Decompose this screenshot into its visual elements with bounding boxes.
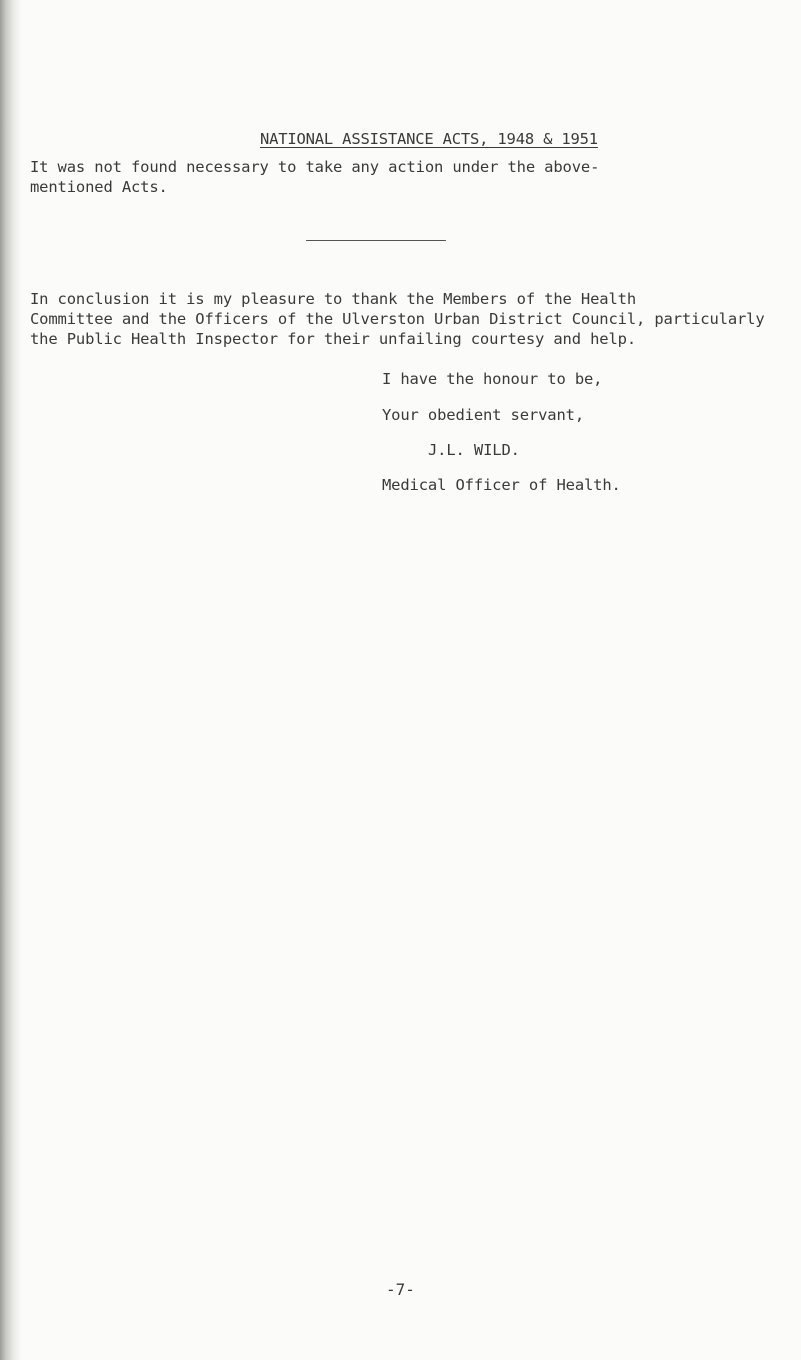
- signature-name: J.L. WILD.: [428, 441, 520, 459]
- paragraph-line: mentioned Acts.: [30, 178, 168, 196]
- signature-title: Medical Officer of Health.: [382, 476, 621, 494]
- paragraph-line: It was not found necessary to take any action under the above-: [30, 158, 600, 176]
- paragraph-line: In conclusion it is my pleasure to thank the Members of the Health: [30, 290, 636, 308]
- closing-servant: Your obedient servant,: [382, 406, 584, 424]
- page-binding-shadow: [0, 0, 22, 1360]
- closing-honour: I have the honour to be,: [382, 370, 603, 388]
- section-heading: NATIONAL ASSISTANCE ACTS, 1948 & 1951: [260, 130, 598, 148]
- page-number: -7-: [386, 1280, 415, 1299]
- section-divider: [306, 240, 446, 241]
- paragraph-conclusion: [30, 289, 765, 349]
- paragraph-line: Committee and the Officers of the Ulverston Urban District Council, particularly: [30, 310, 765, 328]
- paragraph-no-action: [30, 157, 599, 197]
- paragraph-line: the Public Health Inspector for their unfailing courtesy and help.: [30, 330, 636, 348]
